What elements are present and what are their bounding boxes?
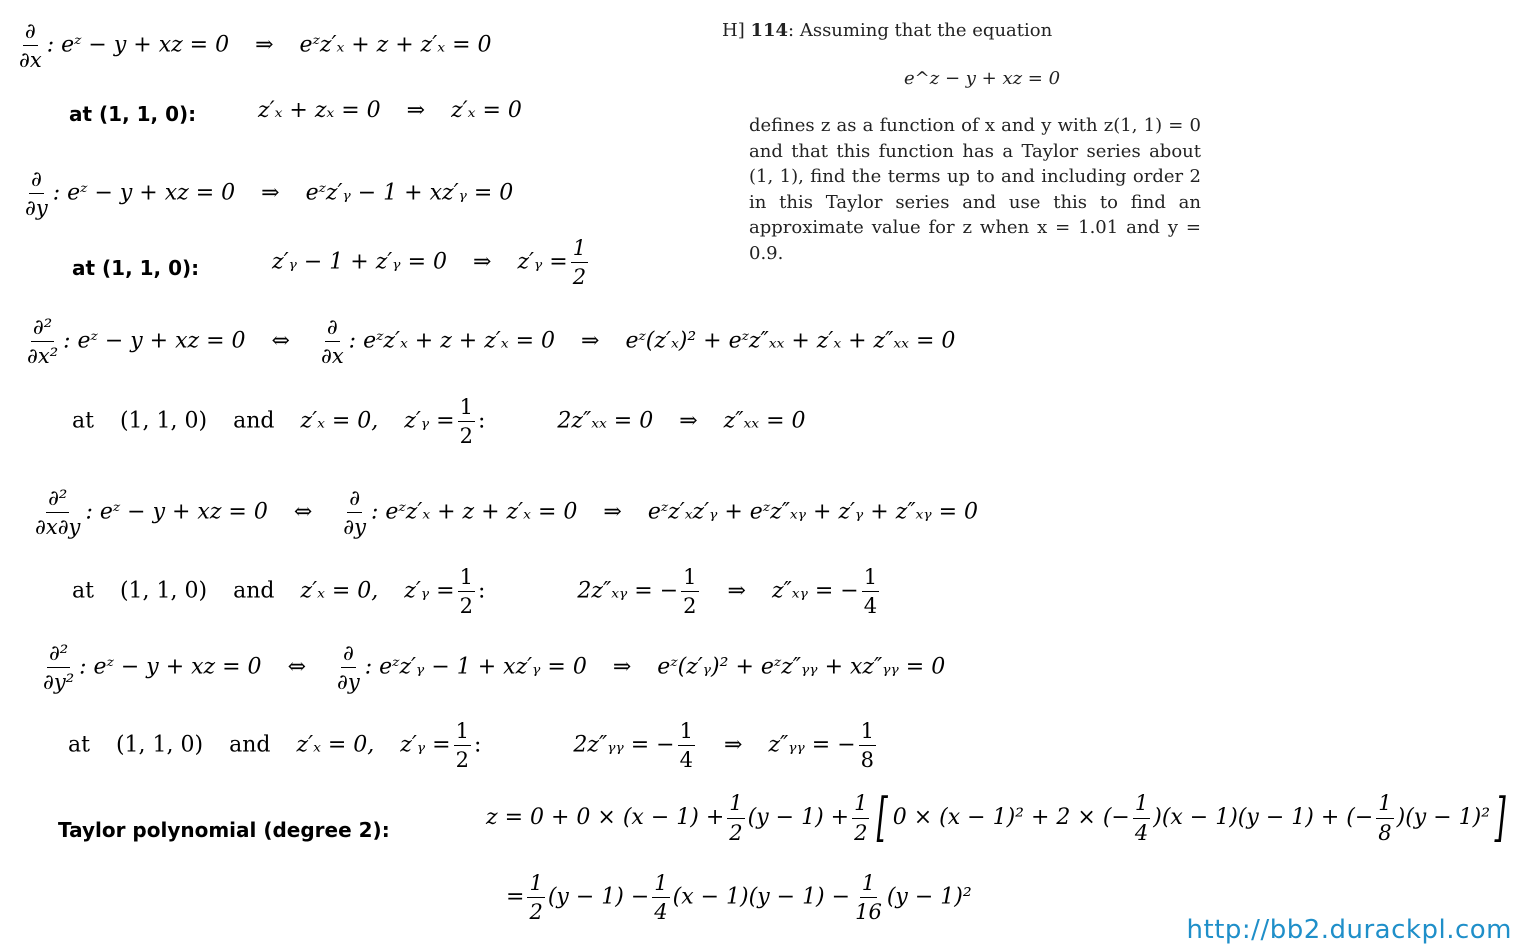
problem-equation: e^z − y + xz = 0 [904,68,1061,89]
step-dyy-equation: ∂² ∂y² : eᶻ − y + xz = 0 ⇔ ∂ ∂y : eᶻz′ᵧ − 1 + xz′ᵧ = 0 ⇒ eᶻ(z′ᵧ)² + eᶻz″ᵧᵧ + xz″ᵧᵧ = 0 [43,641,946,695]
step-dxy-equation: ∂² ∂x∂y : eᶻ − y + xz = 0 ⇔ ∂ ∂y : eᶻz′ₓ + z + z′ₓ = 0 ⇒ eᶻz′ₓz′ᵧ + eᶻz″ₓᵧ + z′ᵧ + z″ₓᵧ = 0 [35,486,979,540]
step-dxy-at: at (1, 1, 0) and z′ₓ = 0, z′ᵧ = $\frac{1}{2}$ : 2z″ₓᵧ = − $\frac{1}{2}$ ⇒ z″ₓᵧ = − $\frac{1}{4}$ [72,565,878,619]
dx-fraction: ∂ ∂x [19,19,42,73]
step-dy-equation: ∂ ∂y : eᶻ − y + xz = 0 ⇒ eᶻz′ᵧ − 1 + xz′ᵧ = 0 [25,167,514,221]
at-label-2: at (1, 1, 0): [72,256,200,280]
dxy-fraction: ∂² ∂x∂y [35,486,81,540]
problem-intro: : Assuming that the equation [788,20,1053,41]
taylor-line-2: = $\frac{1}{2}$ (y − 1) − $\frac{1}{4}$ (x − 1)(y − 1) − $\frac{1}{16}$ (y − 1)² [506,871,972,925]
step-dxx-equation: ∂² ∂x² : eᶻ − y + xz = 0 ⇔ ∂ ∂x : eᶻz′ₓ + z + z′ₓ = 0 ⇒ eᶻ(z′ₓ)² + eᶻz″ₓₓ + z′ₓ + z″ₓₓ = 0 [27,315,956,369]
step-dyy-at: at (1, 1, 0) and z′ₓ = 0, z′ᵧ = $\frac{1}{2}$ : 2z″ᵧᵧ = − $\frac{1}{4}$ ⇒ z″ᵧᵧ = − $\frac{1}{8}$ [68,719,875,773]
problem-text: defines z as a function of x and y with z(1, 1) = 0 and that this function has a Taylor series about (1, 1), find the terms up to and including order 2 in this Taylor series and use this to find an approximate value for z when x = 1.01 and y = 0.9. [749,115,1201,264]
taylor-line-1: z = 0 + 0 × (x − 1) + $\frac{1}{2}$ (y − 1) + $\frac{1}{2}$ [ 0 × (x − 1)² + 2 × (− $\frac{1}{4}$ )(x − 1)(y − 1) + (− $\frac{1}{8}$ )(y − 1)²] [486,788,1506,848]
dyy-fraction: ∂² ∂y² [43,641,75,695]
at-label-1: at (1, 1, 0): [69,102,197,126]
problem-header [722,20,1052,41]
step-dx-equation: ∂ ∂x : eᶻ − y + xz = 0 ⇒ eᶻz′ₓ + z + z′ₓ = 0 [19,19,492,73]
step-dxx-at: at (1, 1, 0) and z′ₓ = 0, z′ᵧ = $\frac{1}{2}$ : 2z″ₓₓ = 0 ⇒ z″ₓₓ = 0 [72,395,806,449]
problem-number: 114 [750,20,789,41]
problem-marker: H] [722,20,745,41]
step-dx-at: z′ₓ + zₓ = 0 ⇒ z′ₓ = 0 [258,98,522,123]
step-dy-at: z′ᵧ − 1 + z′ᵧ = 0 ⇒ z′ᵧ = $\frac{1}{2}$ [272,236,587,290]
dy-fraction: ∂ ∂y [25,167,48,221]
taylor-label: Taylor polynomial (degree 2): [58,818,390,842]
watermark-url: http://bb2.durackpl.com [1186,915,1512,945]
dxx-fraction: ∂² ∂x² [27,315,59,369]
